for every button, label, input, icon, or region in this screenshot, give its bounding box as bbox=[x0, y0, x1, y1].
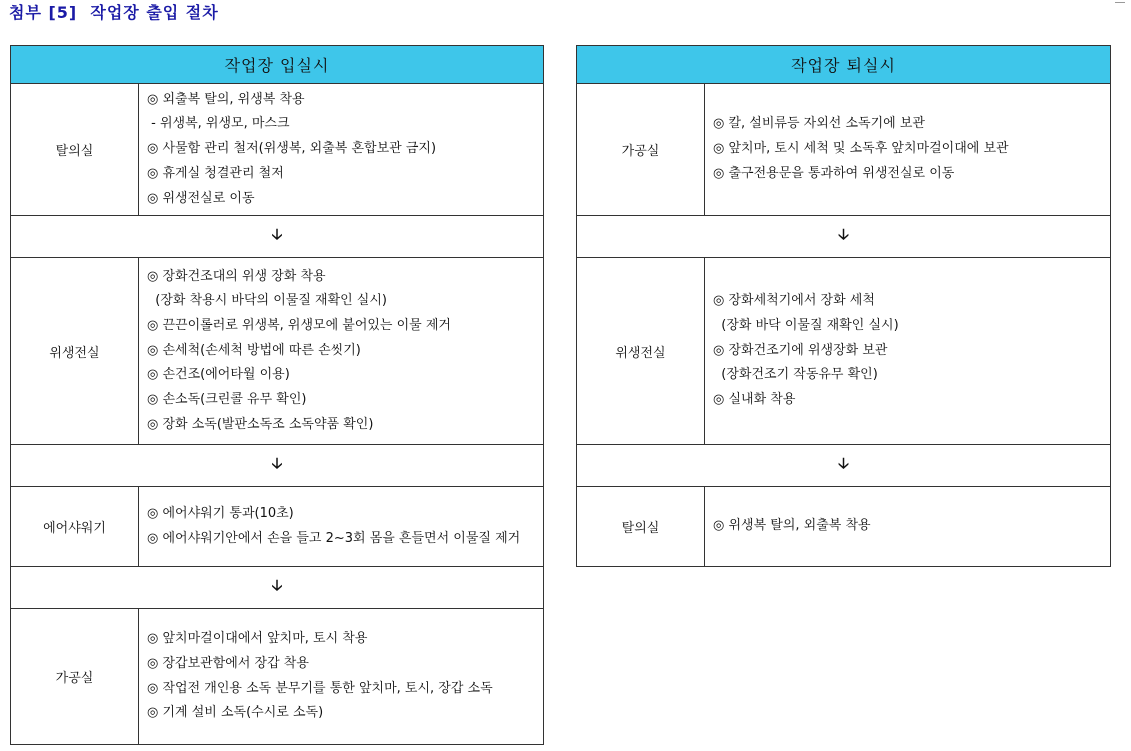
corner-mark bbox=[1115, 2, 1125, 3]
step-label: 가공실 bbox=[11, 609, 139, 744]
step-label: 에어샤워기 bbox=[11, 487, 139, 566]
flow-arrow-row bbox=[577, 216, 1110, 258]
exit-step-hygiene-anteroom bbox=[577, 258, 1110, 445]
step-line: ◎ 휴게실 청결관리 철저 bbox=[147, 165, 284, 181]
step-line: (장화 착용시 바닥의 이물질 재확인 실시) bbox=[147, 293, 387, 309]
entry-step-air-shower bbox=[11, 487, 543, 567]
step-line: ◎ 끈끈이롤러로 위생복, 위생모에 붙어있는 이물 제거 bbox=[147, 317, 451, 333]
step-content bbox=[139, 487, 543, 566]
exit-flow-table bbox=[576, 45, 1111, 567]
arrow-down-icon: 🡣 bbox=[838, 454, 849, 472]
step-line: ◎ 장갑보관함에서 장갑 착용 bbox=[147, 655, 309, 671]
arrow-down-icon: 🡣 bbox=[271, 454, 283, 472]
exit-step-changing-room bbox=[577, 487, 1110, 567]
step-line: ◎ 작업전 개인용 소독 분무기를 통한 앞치마, 토시, 장갑 소독 bbox=[147, 680, 493, 696]
step-line: ◎ 실내화 착용 bbox=[713, 392, 796, 408]
arrow-down-icon: 🡣 bbox=[271, 225, 283, 243]
step-line: (장화 바닥 이물질 재확인 실시) bbox=[713, 317, 899, 333]
entry-flow-table bbox=[10, 45, 544, 745]
step-line: ◎ 에어샤워기 통과(10초) bbox=[147, 505, 294, 521]
step-content bbox=[705, 487, 1110, 566]
step-line: ◎ 장화 소독(발판소독조 소독약품 확인) bbox=[147, 416, 374, 432]
step-line: ◎ 에어샤워기안에서 손을 들고 2~3회 몸을 흔들면서 이물질 제거 bbox=[147, 530, 521, 546]
step-label: 탈의실 bbox=[577, 487, 705, 566]
step-line: ◎ 장화건조기에 위생장화 보관 bbox=[713, 342, 888, 358]
entry-flow-header: 작업장 입실시 bbox=[11, 46, 543, 84]
step-line: ◎ 손건조(에어타월 이용) bbox=[147, 367, 290, 383]
step-line: ◎ 위생복 탈의, 외출복 착용 bbox=[713, 518, 871, 534]
step-line: ◎ 손소독(크린콜 유무 확인) bbox=[147, 392, 307, 408]
step-line: ◎ 손세척(손세척 방법에 따른 손씻기) bbox=[147, 342, 361, 358]
step-label: 위생전실 bbox=[577, 258, 705, 444]
entry-step-changing-room bbox=[11, 84, 543, 216]
flow-arrow-row bbox=[577, 445, 1110, 487]
step-label: 가공실 bbox=[577, 84, 705, 215]
step-label: 탈의실 bbox=[11, 84, 139, 215]
step-content bbox=[139, 258, 543, 444]
step-line: ◎ 사물함 관리 철저(위생복, 외출복 혼합보관 금지) bbox=[147, 141, 437, 157]
step-content bbox=[705, 84, 1110, 215]
flow-arrow-row bbox=[11, 567, 543, 609]
step-line: (장화건조기 작동유무 확인) bbox=[713, 367, 878, 383]
step-line: ◎ 앞치마, 토시 세척 및 소독후 앞치마걸이대에 보관 bbox=[713, 141, 1009, 157]
step-content bbox=[139, 84, 543, 215]
step-line: ◎ 외출복 탈의, 위생복 착용 bbox=[147, 91, 305, 107]
arrow-down-icon: 🡣 bbox=[271, 576, 283, 594]
exit-step-processing-room bbox=[577, 84, 1110, 216]
arrow-down-icon: 🡣 bbox=[838, 225, 849, 243]
step-content bbox=[705, 258, 1110, 444]
step-line: - 위생복, 위생모, 마스크 bbox=[147, 116, 290, 132]
step-line: ◎ 앞치마걸이대에서 앞치마, 토시 착용 bbox=[147, 631, 368, 647]
step-line: ◎ 장화세척기에서 장화 세척 bbox=[713, 293, 875, 309]
step-line: ◎ 위생전실로 이동 bbox=[147, 190, 255, 206]
entry-step-processing-room bbox=[11, 609, 543, 745]
step-content bbox=[139, 609, 543, 744]
entry-step-hygiene-anteroom bbox=[11, 258, 543, 445]
step-line: ◎ 기계 설비 소독(수시로 소독) bbox=[147, 705, 324, 721]
step-line: ◎ 출구전용문을 통과하여 위생전실로 이동 bbox=[713, 165, 955, 181]
step-line: ◎ 칼, 설비류등 자외선 소독기에 보관 bbox=[713, 116, 925, 132]
step-label: 위생전실 bbox=[11, 258, 139, 444]
exit-flow-header: 작업장 퇴실시 bbox=[577, 46, 1110, 84]
flow-arrow-row bbox=[11, 216, 543, 258]
flow-arrow-row bbox=[11, 445, 543, 487]
step-line: ◎ 장화건조대의 위생 장화 착용 bbox=[147, 268, 326, 284]
document-title: 첨부 [5] 작업장 출입 절차 bbox=[9, 3, 219, 22]
